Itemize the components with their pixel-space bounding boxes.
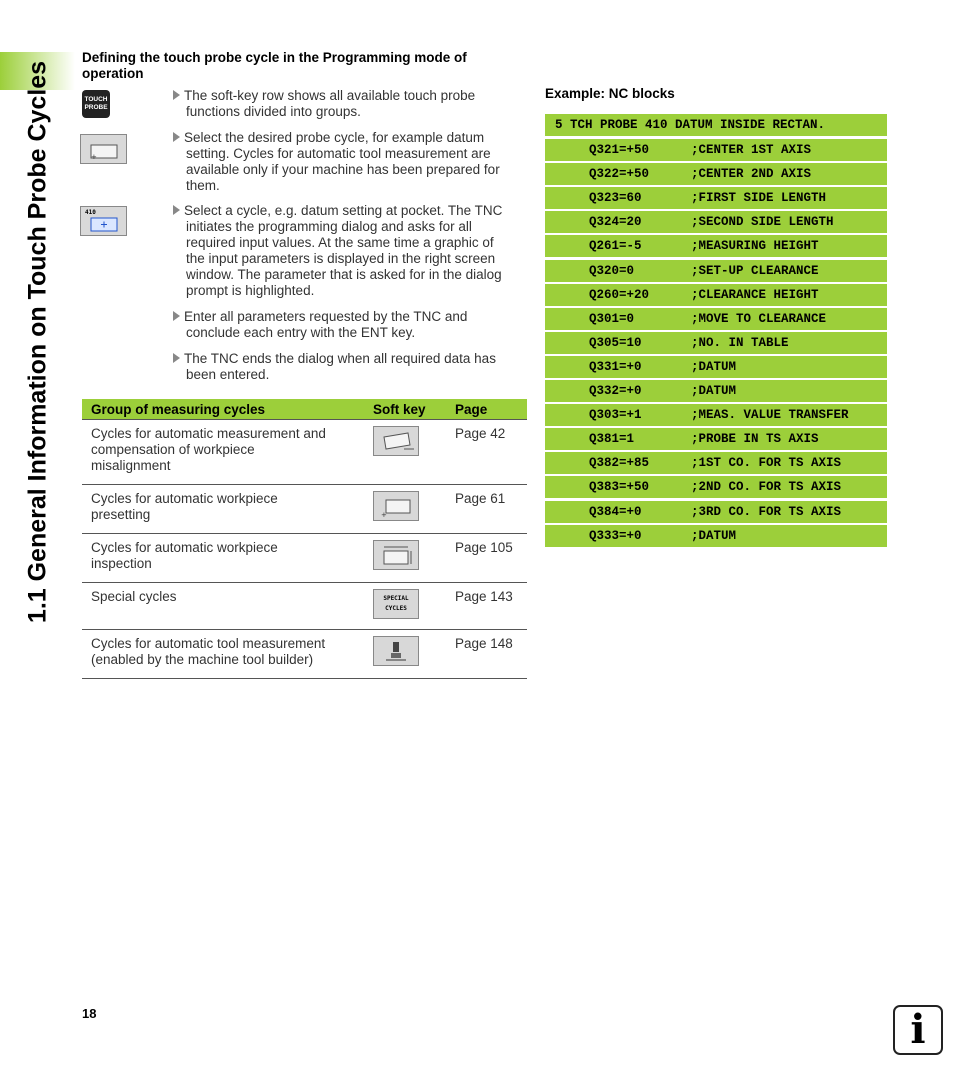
group-cell xyxy=(82,534,364,583)
nc-param: Q260=+20 xyxy=(589,288,650,302)
inspection-glyph xyxy=(374,541,418,569)
nc-param: Q303=+1 xyxy=(589,408,642,422)
instruction-text: The soft-key row shows all available touch probe xyxy=(184,88,476,103)
column-header-group: Group of measuring cycles xyxy=(82,399,364,420)
page-number: 18 xyxy=(82,1006,97,1021)
datum-pocket-410-softkey-icon[interactable] xyxy=(80,206,127,236)
nc-param: Q332=+0 xyxy=(589,384,642,398)
nc-param: Q383=+50 xyxy=(589,480,650,494)
group-text: Cycles for automatic measurement and xyxy=(91,426,326,441)
nc-comment: ;PROBE IN TS AXIS xyxy=(691,432,819,446)
nc-param: Q324=20 xyxy=(589,215,642,229)
nc-block-line xyxy=(545,211,887,233)
nc-block-line xyxy=(545,428,887,450)
softkey-text: CYCLES xyxy=(385,605,407,612)
instruction-text: Select the desired probe cycle, for example datum xyxy=(184,130,485,145)
instruction-text: initiates the programming dialog and asks for all xyxy=(186,219,472,234)
nc-comment: ;DATUM xyxy=(691,384,737,398)
nc-comment: ;SECOND SIDE LENGTH xyxy=(691,215,834,229)
datum-setting-glyph xyxy=(81,135,126,163)
bullet-triangle-icon xyxy=(173,353,180,363)
instruction-text: been entered. xyxy=(186,367,270,382)
nc-block-line xyxy=(545,139,887,161)
nc-param: Q381=1 xyxy=(589,432,635,446)
instruction-text: Enter all parameters requested by the TNC and xyxy=(184,309,468,324)
page-cell: Page 105 xyxy=(446,534,527,583)
group-text: Cycles for automatic workpiece xyxy=(91,540,278,555)
nc-param: Q261=-5 xyxy=(589,239,642,253)
softkey-cell xyxy=(364,630,446,679)
nc-header-text: 5 TCH PROBE 410 DATUM INSIDE RECTAN. xyxy=(555,118,826,132)
tool-measurement-glyph xyxy=(374,637,418,665)
nc-block-line xyxy=(545,235,887,257)
softkey-text: SPECIAL xyxy=(383,595,409,602)
nc-param: Q321=+50 xyxy=(589,143,650,157)
instruction-4 xyxy=(173,309,525,341)
nc-block-line xyxy=(545,187,887,209)
nc-param: Q301=0 xyxy=(589,312,635,326)
nc-comment: ;NO. IN TABLE xyxy=(691,336,789,350)
bullet-triangle-icon xyxy=(173,205,180,215)
table-row xyxy=(82,420,527,485)
nc-block-line xyxy=(545,163,887,185)
softkey-cell xyxy=(364,485,446,534)
presetting-glyph xyxy=(374,492,418,520)
instruction-1 xyxy=(173,88,525,120)
nc-block-line xyxy=(545,260,887,282)
group-text: compensation of workpiece xyxy=(91,442,255,457)
nc-param: Q331=+0 xyxy=(589,360,642,374)
instruction-text: Select a cycle, e.g. datum setting at pocket. The TNC xyxy=(184,203,503,218)
nc-header-line xyxy=(545,114,887,136)
misalignment-softkey-icon[interactable] xyxy=(373,426,419,456)
instruction-text: setting. Cycles for automatic tool measurement are xyxy=(186,146,491,161)
nc-block-line xyxy=(545,501,887,523)
instruction-5 xyxy=(173,351,525,383)
chapter-title-text: 1.1 General Information on Touch Probe Cycles xyxy=(23,60,51,624)
page-cell: Page 42 xyxy=(446,420,527,485)
group-cell xyxy=(82,583,364,630)
chapter-side-title xyxy=(0,52,75,632)
nc-block-line xyxy=(545,284,887,306)
nc-param: Q323=60 xyxy=(589,191,642,205)
datum-setting-softkey-icon[interactable] xyxy=(80,134,127,164)
nc-comment: ;3RD CO. FOR TS AXIS xyxy=(691,505,842,519)
bullet-triangle-icon xyxy=(173,311,180,321)
section-heading: Defining the touch probe cycle in the Programming mode of operation xyxy=(82,50,467,81)
nc-comment: ;MEAS. VALUE TRANSFER xyxy=(691,408,849,422)
page-cell: Page 61 xyxy=(446,485,527,534)
group-text: (enabled by the machine tool builder) xyxy=(91,652,314,667)
tool-measurement-softkey-icon[interactable] xyxy=(373,636,419,666)
group-cell xyxy=(82,420,364,485)
nc-comment: ;FIRST SIDE LENGTH xyxy=(691,191,827,205)
nc-comment: ;CENTER 1ST AXIS xyxy=(691,143,812,157)
nc-comment: ;DATUM xyxy=(691,529,737,543)
instruction-text: available only if your machine has been prepared for xyxy=(186,162,500,177)
nc-comment: ;DATUM xyxy=(691,360,737,374)
bullet-triangle-icon xyxy=(173,90,180,100)
nc-param: Q320=0 xyxy=(589,264,635,278)
group-text: Cycles for automatic tool measurement xyxy=(91,636,326,651)
group-text: misalignment xyxy=(91,458,171,473)
nc-param: Q322=+50 xyxy=(589,167,650,181)
instruction-3 xyxy=(173,203,525,299)
instruction-text: The TNC ends the dialog when all required data has xyxy=(184,351,496,366)
nc-comment: ;2ND CO. FOR TS AXIS xyxy=(691,480,842,494)
nc-param: Q382=+85 xyxy=(589,456,650,470)
nc-block-line xyxy=(545,356,887,378)
group-text: Cycles for automatic workpiece xyxy=(91,491,278,506)
misalignment-glyph xyxy=(374,427,418,455)
instruction-text: prompt is highlighted. xyxy=(186,283,315,298)
nc-block-line xyxy=(545,476,887,498)
nc-param: Q305=10 xyxy=(589,336,642,350)
group-cell xyxy=(82,485,364,534)
group-text: inspection xyxy=(91,556,152,571)
inspection-softkey-icon[interactable] xyxy=(373,540,419,570)
instruction-text: the input parameters is displayed in the right screen xyxy=(186,251,496,266)
measuring-cycles-table xyxy=(82,399,527,679)
table-row xyxy=(82,534,527,583)
table-header-row xyxy=(82,399,527,420)
page-cell: Page 148 xyxy=(446,630,527,679)
nc-comment: ;CLEARANCE HEIGHT xyxy=(691,288,819,302)
special-cycles-softkey-icon[interactable] xyxy=(373,589,419,619)
nc-comment: ;SET-UP CLEARANCE xyxy=(691,264,819,278)
nc-block-line xyxy=(545,332,887,354)
nc-param: Q384=+0 xyxy=(589,505,642,519)
instruction-text: conclude each entry with the ENT key. xyxy=(186,325,416,340)
touch-probe-key-line1: TOUCH xyxy=(84,96,108,103)
nc-block-line xyxy=(545,308,887,330)
softkey-cell xyxy=(364,420,446,485)
nc-comment: ;1ST CO. FOR TS AXIS xyxy=(691,456,842,470)
nc-param: Q333=+0 xyxy=(589,529,642,543)
instruction-text: window. The parameter that is asked for in the dialog xyxy=(186,267,502,282)
instruction-text: functions divided into groups. xyxy=(186,104,361,119)
softkey-cell xyxy=(364,583,446,630)
nc-block-line xyxy=(545,404,887,426)
table-row xyxy=(82,630,527,679)
presetting-softkey-icon[interactable] xyxy=(373,491,419,521)
table-row xyxy=(82,485,527,534)
nc-block-line xyxy=(545,452,887,474)
info-icon: i xyxy=(893,1005,943,1055)
page-cell: Page 143 xyxy=(446,583,527,630)
instruction-2 xyxy=(173,130,525,194)
group-cell xyxy=(82,630,364,679)
nc-comment: ;MEASURING HEIGHT xyxy=(691,239,819,253)
bullet-triangle-icon xyxy=(173,132,180,142)
touch-probe-key-line2: PROBE xyxy=(84,104,108,111)
example-label: Example: NC blocks xyxy=(545,86,675,101)
svg-text:+: + xyxy=(91,153,97,161)
table-row xyxy=(82,583,527,630)
instruction-text: required input values. At the same time a graphic of xyxy=(186,235,494,250)
group-text: Special cycles xyxy=(91,589,177,604)
svg-text:+: + xyxy=(381,511,387,519)
softkey-cell xyxy=(364,534,446,583)
nc-comment: ;CENTER 2ND AXIS xyxy=(691,167,812,181)
touch-probe-key-icon[interactable] xyxy=(82,90,110,118)
nc-block-line xyxy=(545,525,887,547)
instruction-text: them. xyxy=(186,178,220,193)
nc-comment: ;MOVE TO CLEARANCE xyxy=(691,312,827,326)
softkey-410-label: 410 xyxy=(85,209,96,216)
column-header-page: Page xyxy=(446,399,527,420)
nc-block-line xyxy=(545,380,887,402)
group-text: presetting xyxy=(91,507,151,522)
column-header-softkey: Soft key xyxy=(364,399,446,420)
